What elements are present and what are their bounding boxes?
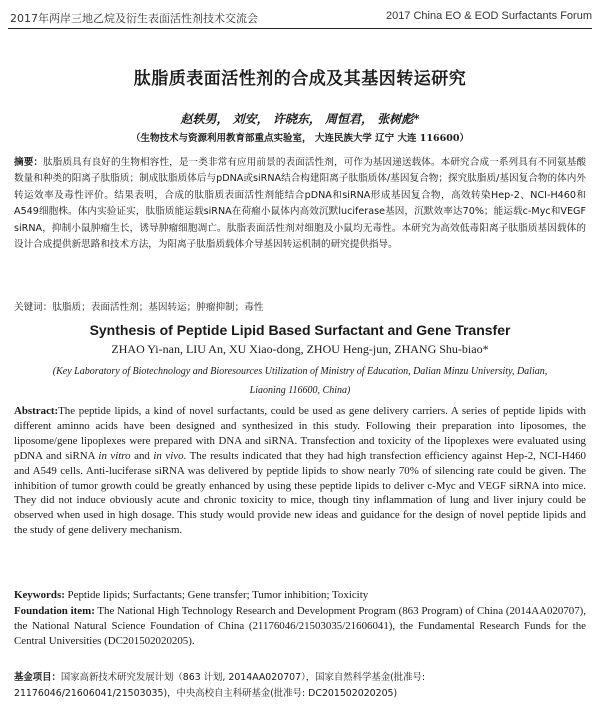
english-abstract bbox=[14, 404, 586, 538]
chinese-affiliation: （生物技术与资源利用教育部重点实验室， 大连民族大学 辽宁 大连 116600） bbox=[131, 133, 469, 144]
english-abstract-part1: The peptide lipids, a kind of novel surfactants, could be used as gene delivery carriers. A series of peptide lipids with different aminno acids have been designed and synthesized in this study. Following their preparation into liposomes, the liposome/gene lipoplexes were prepared with DNA and siRNA. Transfection and toxicity of the lipoplexes were evaluated using pDNA and siRNA bbox=[14, 405, 586, 462]
header-conference-cn: 2017年两岸三地乙烷及衍生表面活性剂技术交流会 bbox=[10, 12, 258, 25]
english-keywords bbox=[14, 588, 586, 602]
english-foundation-label: Foundation item: bbox=[14, 605, 95, 617]
in-vitro-term: in vitro bbox=[98, 449, 131, 462]
chinese-abstract bbox=[14, 155, 586, 253]
english-authors: ZHAO Yi-nan, LIU An, XU Xiao-dong, ZHOU Heng-jun, ZHANG Shu-biao* bbox=[111, 342, 489, 356]
english-foundation-text: The National High Technology Research and Development Program (863 Program) of China (2014AA020707), the National Natural Science Foundation of China (21176046/21503035/21606041), the Fundamental Research Funds for the Central Universities (DC201502020205). bbox=[14, 605, 586, 647]
chinese-foundation-text: 国家高新技术研究发展计划（863 计划, 2014AA020707），国家自然科学基金(批准号: 21176046/21606041/21503035)，中央高校自主科研基金(批准号: DC201502020205) bbox=[14, 672, 426, 699]
chinese-keywords bbox=[14, 300, 586, 316]
english-title: Synthesis of Peptide Lipid Based Surfactant and Gene Transfer bbox=[89, 322, 511, 338]
chinese-authors: 赵轶男， 刘安， 许晓东， 周恒君， 张树彪* bbox=[180, 112, 420, 126]
and-word: and bbox=[130, 449, 154, 462]
english-foundation bbox=[14, 604, 586, 648]
english-abstract-label: Abstract: bbox=[14, 405, 59, 417]
in-vivo-term: in vivo bbox=[153, 449, 184, 462]
chinese-keywords-label: 关键词： bbox=[14, 302, 53, 313]
chinese-abstract-label: 摘要： bbox=[14, 157, 44, 168]
chinese-foundation bbox=[14, 670, 586, 702]
chinese-abstract-text: 肽脂质具有良好的生物相容性，是一类非常有应用前景的表面活性剂，可作为基因递送载体。本研究合成一系列具有不同氨基酸数量和种类的阳离子肽脂质；制成肽脂质体后与pDNA或siRNA结合构建阳离子肽脂质体/基因复合物；探究肽脂质/基因复合物的体内外转运效率及毒性评价。结果表明，合成的肽脂质表面活性剂能结合pDNA和siRNA形成基因复合物，高效转染Hep-2、NCI-H460和A549细胞株。体内实验证实，肽脂质能运载siRNA在荷瘤小鼠体内高效沉默luciferase基因，沉默效率达70%；能运载c-Myc和VEGF siRNA，抑制小鼠肿瘤生长，诱导肿瘤细胞凋亡。肽脂表面活性剂对细胞及小鼠均无毒性。本研究为高效低毒阳离子肽脂质基因载体的设计合成提供新思路和技术方法，为阳离子肽脂质载体介导基因转运机制的研究提供指导。 bbox=[14, 157, 587, 251]
english-keywords-label: Keywords: bbox=[14, 589, 65, 601]
english-keywords-text: Peptide lipids; Surfactants; Gene transfer; Tumor inhibition; Toxicity bbox=[64, 589, 369, 601]
running-header bbox=[8, 8, 592, 29]
chinese-title: 肽脂质表面活性剂的合成及其基因转运研究 bbox=[133, 69, 467, 89]
header-conference-en: 2017 China EO & EOD Surfactants Forum bbox=[385, 10, 592, 22]
english-affiliation: (Key Laboratory of Biotechnology and Bioresources Utilization of Ministry of Education, Dalian Minzu University, Dalian, Liaoning 116600, China) bbox=[52, 366, 548, 396]
chinese-keywords-text: 肽脂质；表面活性剂；基因转运；肿瘤抑制；毒性 bbox=[52, 302, 264, 313]
chinese-foundation-label: 基金项目： bbox=[14, 672, 61, 683]
english-abstract-part2: . The results indicated that they had high transfection efficiency against Hep-2, NCI-H460 and A549 cells. Anti-luciferase siRNA was delivered by peptide lipids to show nearly 70% of silencing rate could be given. The inhibition of tumor growth could be greatly enhanced by using these peptide lipids to deliver c-Myc and VEGF siRNA into mice. They did not induce obviously acute and chronic toxicity to mice, though tiny inflammation of lung and liver injury could be observed when used in high dosage. This study would provide new ideas and guidance for the design of novel peptide lipids and the study of gene delivery mechanism. bbox=[14, 449, 587, 537]
